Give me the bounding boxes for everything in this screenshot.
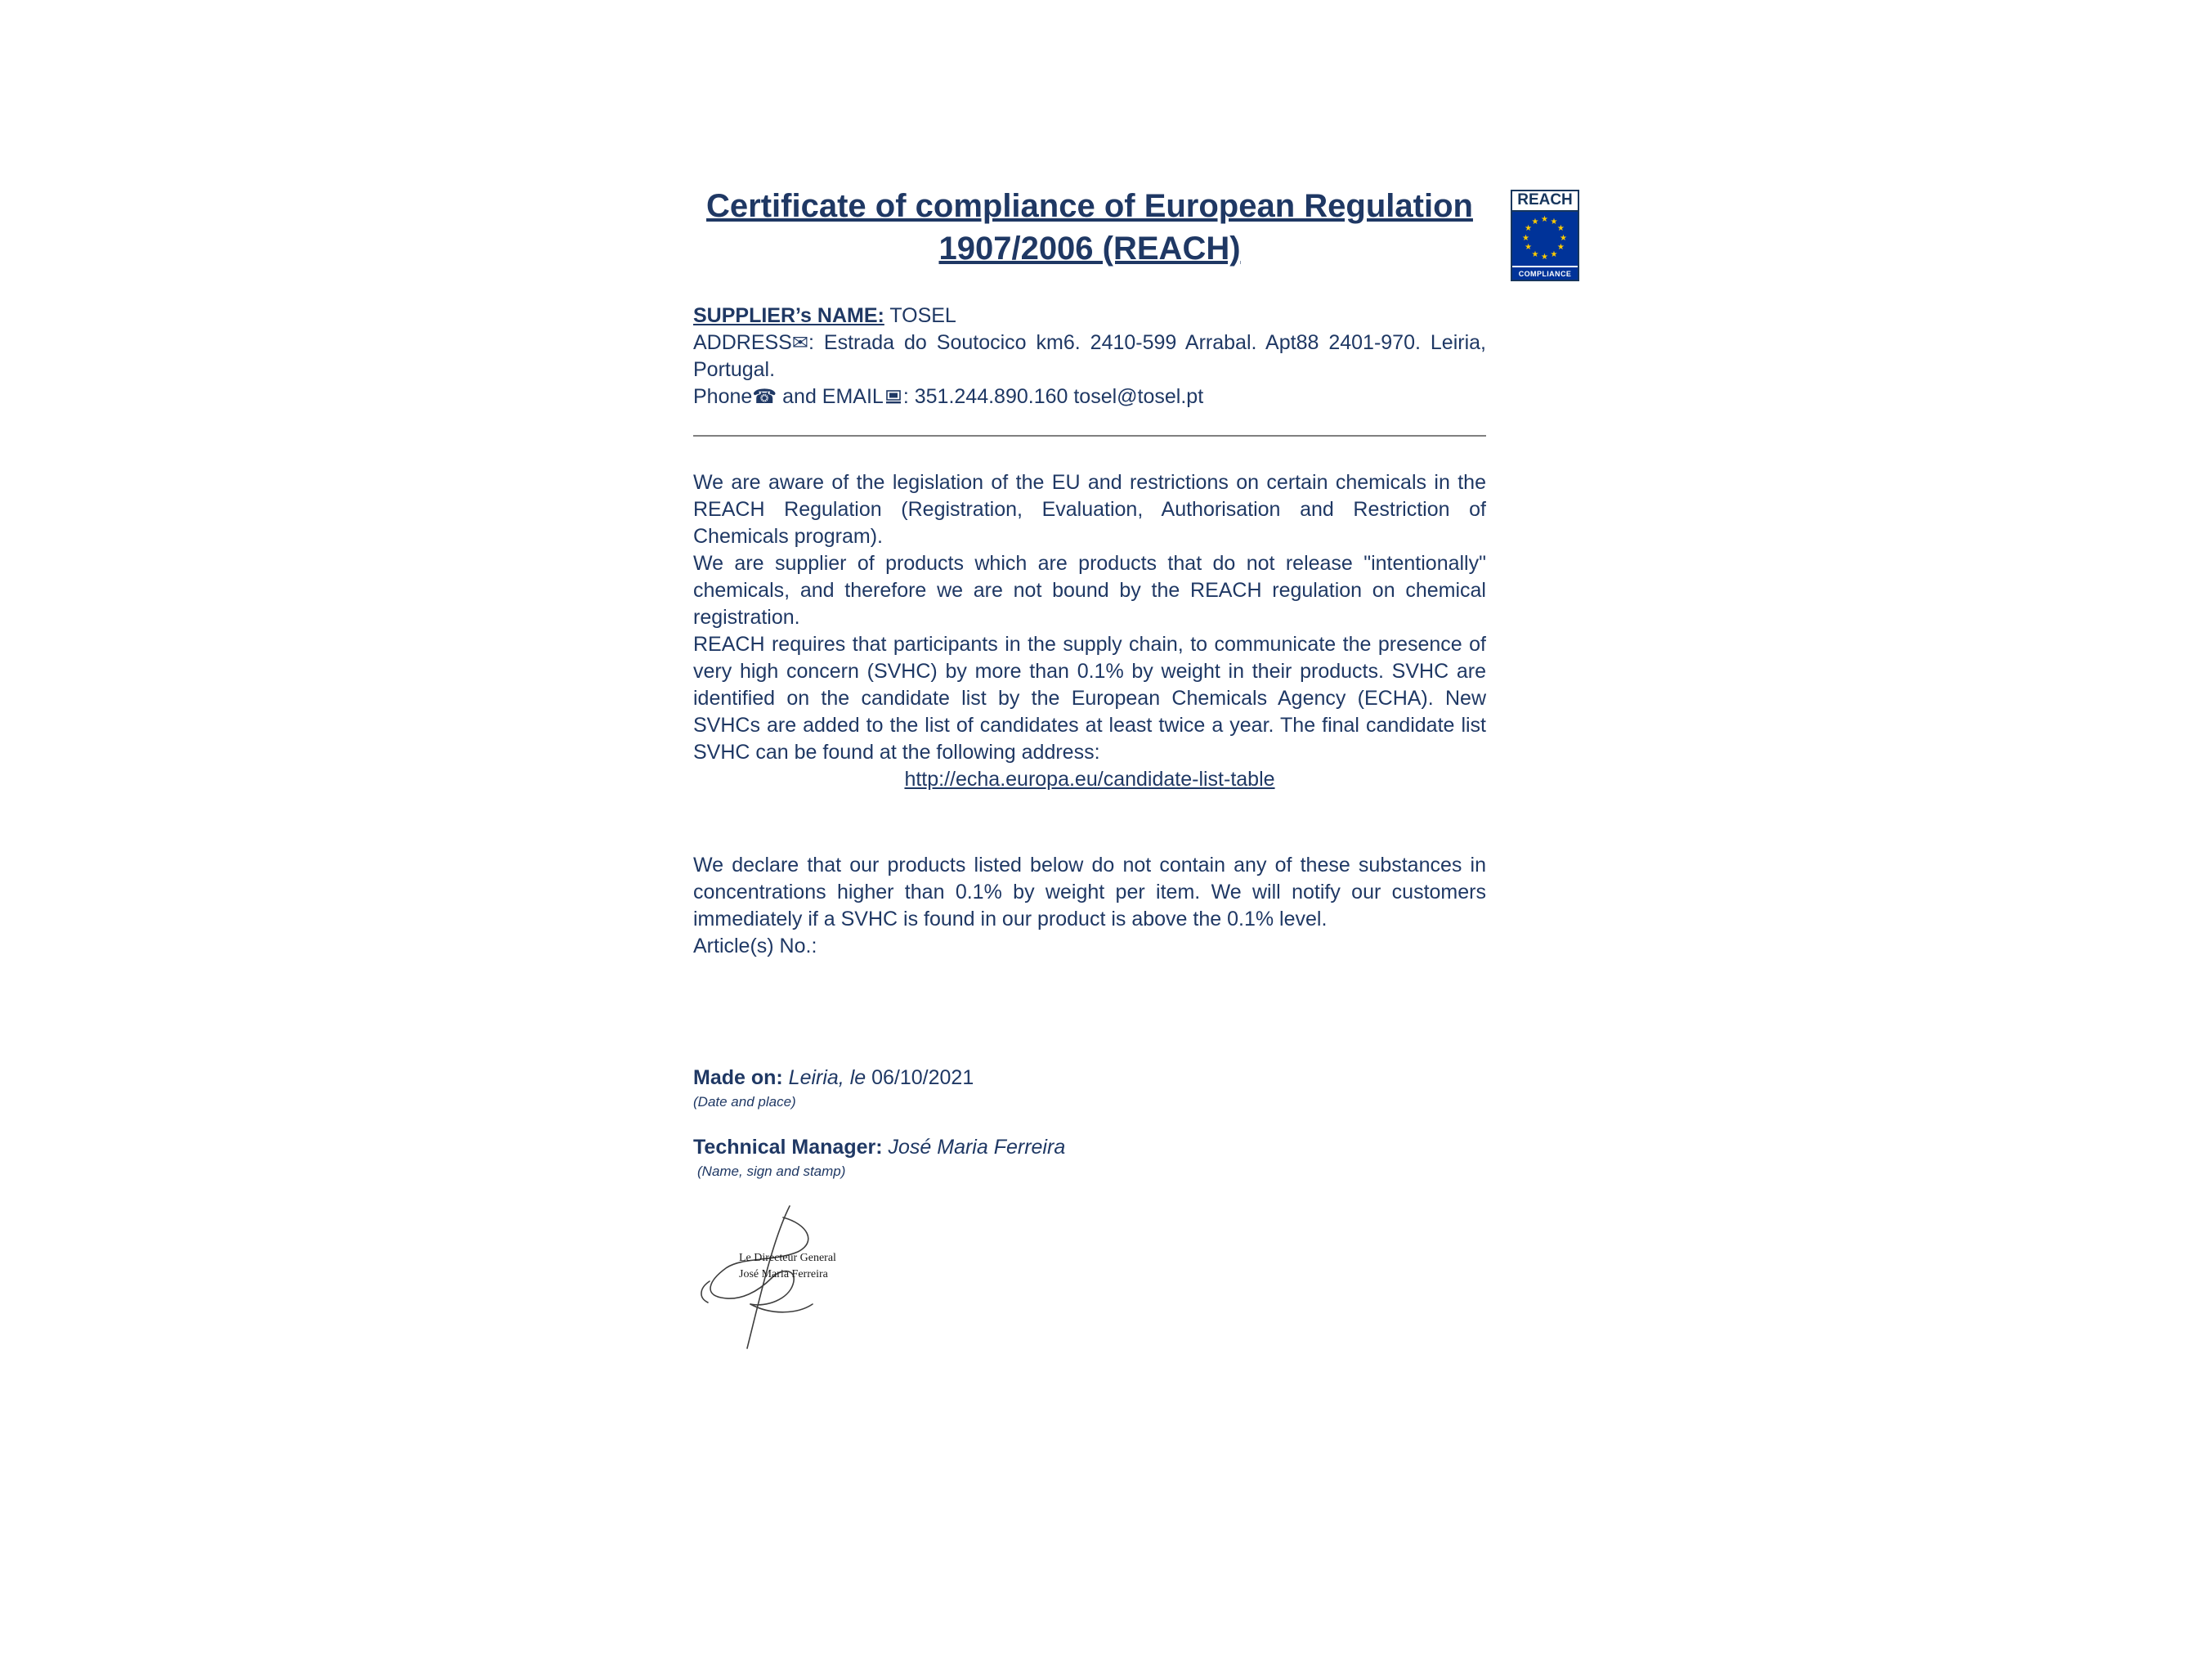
phone-label: Phone: [693, 385, 753, 408]
supplier-name-value: TOSEL: [884, 304, 956, 327]
supplier-name-label: SUPPLIER’s NAME:: [693, 304, 884, 327]
contact-value: : 351.244.890.160 tosel@tosel.pt: [902, 385, 1204, 408]
signature-area: [693, 1199, 938, 1355]
eu-star-icon: ★: [1550, 249, 1558, 259]
technical-manager-line: [693, 1134, 1486, 1161]
signature-line-1: Le Directeur General: [739, 1251, 836, 1264]
eu-star-icon: ★: [1560, 233, 1567, 243]
telephone-icon: ☎: [752, 385, 777, 408]
technical-manager-label: Technical Manager:: [693, 1136, 883, 1159]
supplier-address-line: [693, 330, 1486, 383]
address-value: : Estrada do Soutocico km6. 2410-599 Arrabal. Apt88 2401-970. Leiria, Portugal.: [693, 331, 1486, 381]
signature-line-2: José Maria Ferreira: [739, 1268, 828, 1281]
name-sign-stamp-note: (Name, sign and stamp): [697, 1164, 846, 1180]
eu-star-icon: ★: [1541, 214, 1548, 224]
candidate-list-link-row: [693, 766, 1486, 793]
made-on-place: Leiria, le: [782, 1066, 866, 1089]
eu-star-icon: ★: [1531, 249, 1539, 259]
title-line-1: Certificate of compliance of European Regulation: [706, 188, 1473, 224]
address-label: ADDRESS: [693, 331, 792, 354]
signature-text: [739, 1250, 836, 1284]
eu-star-icon: ★: [1525, 224, 1533, 234]
eu-star-icon: ★: [1525, 243, 1533, 253]
certificate-document: [693, 185, 1486, 1355]
paragraph-declaration: We declare that our products listed below do not contain any of these substances in concentrations higher than 0.1% by weight per item. We will notify our customers immediately if a SVHC is found in our product is above the 0.1% level.: [693, 854, 1486, 930]
articles-label: Article(s) No.:: [693, 935, 817, 957]
eu-star-icon: ★: [1550, 217, 1558, 226]
email-label: and EMAIL: [777, 385, 884, 408]
date-place-note: (Date and place): [693, 1094, 796, 1110]
candidate-list-link[interactable]: http://echa.europa.eu/candidate-list-table: [904, 768, 1275, 791]
technical-manager-name: José Maria Ferreira: [882, 1136, 1066, 1159]
eu-star-icon: ★: [1541, 252, 1548, 262]
eu-star-icon: ★: [1556, 243, 1565, 253]
paragraph-reach-awareness: We are aware of the legislation of the EU and restrictions on certain chemicals in the REACH Regulation (Registration, Evaluation, Authorisation and Restriction of Chemicals program).: [693, 471, 1486, 548]
eu-star-icon: ★: [1556, 224, 1565, 234]
document-title: [693, 185, 1486, 270]
eu-flag: [1512, 212, 1578, 266]
paragraph-supplier-statement: We are supplier of products which are products that do not release "intentionally" chemicals, and therefore we are not bound by the REACH regulation on chemical registration.: [693, 552, 1486, 629]
reach-compliance-logo: [1511, 190, 1579, 281]
made-on-date: 06/10/2021: [866, 1066, 974, 1089]
eu-star-icon: ★: [1531, 217, 1539, 226]
made-on-label: Made on:: [693, 1066, 783, 1089]
supplier-name-line: [693, 303, 1486, 330]
paragraph-svhc-requirement: REACH requires that participants in the supply chain, to communicate the presence of very high concern (SVHC) by more than 0.1% by weight in their products. SVHC are identified on the candidate list by the European Chemicals Agency (ECHA). New SVHCs are added to the list of candidates at least twice a year. The final candidate list SVHC can be found at the following address:: [693, 633, 1486, 764]
title-line-2: 1907/2006 (REACH): [938, 231, 1241, 267]
section-divider: [693, 435, 1486, 437]
reach-logo-title: REACH: [1512, 191, 1578, 212]
made-on-line: [693, 1065, 1486, 1092]
eu-star-icon: ★: [1522, 233, 1529, 243]
envelope-icon: ✉: [791, 331, 808, 354]
reach-logo-compliance-label: COMPLIANCE: [1512, 266, 1578, 280]
computer-icon: [884, 389, 902, 406]
supplier-contact-line: [693, 383, 1486, 410]
